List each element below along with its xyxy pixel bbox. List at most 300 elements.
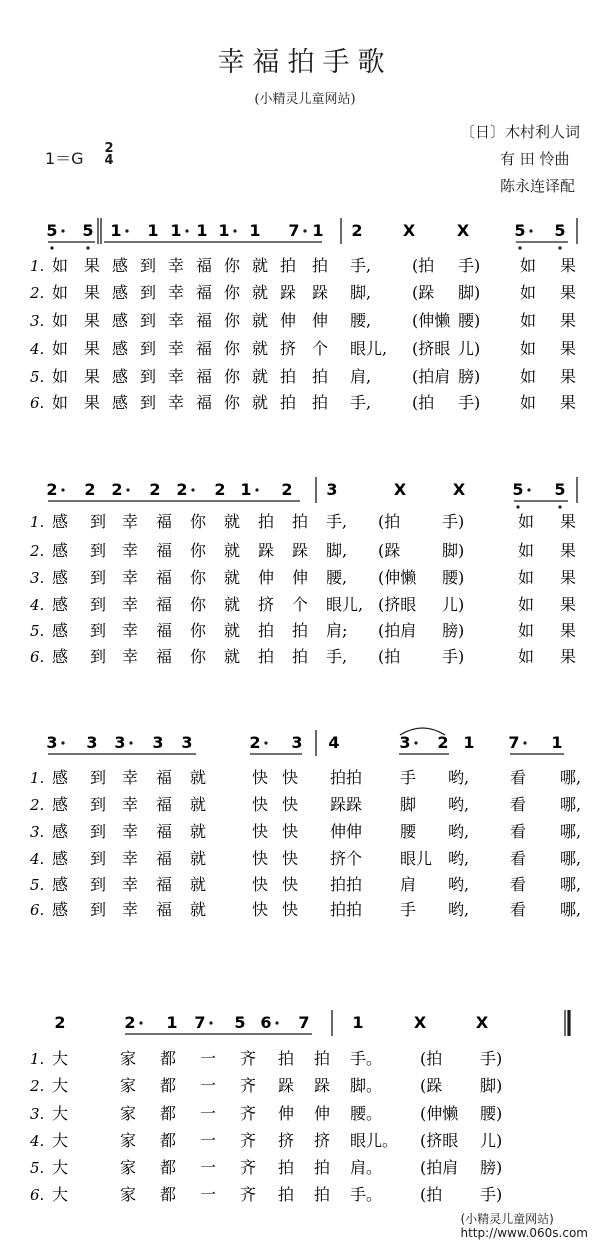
lyric-0-1-10: 跺 bbox=[312, 283, 329, 302]
note-3-3: 7 bbox=[194, 1013, 206, 1032]
lyric-2-2-4: 福 bbox=[156, 822, 173, 841]
lyric-0-5-15: 果 bbox=[560, 393, 577, 412]
note-2-2: 3 bbox=[114, 733, 126, 752]
lyric-2-0-8: 拍拍 bbox=[330, 768, 363, 787]
dot-0-0 bbox=[61, 229, 64, 232]
lyric-0-5-12: (拍 bbox=[412, 393, 435, 412]
lyric-2-1-7: 快 bbox=[282, 795, 299, 814]
lyric-0-4-12: (拍肩 bbox=[412, 367, 451, 386]
lyric-2-2-12: 哪, bbox=[560, 822, 582, 841]
lyric-1-4-2: 到 bbox=[90, 621, 107, 640]
lyric-2-3-12: 哪, bbox=[560, 849, 582, 868]
lyric-2-3-2: 到 bbox=[90, 849, 107, 868]
lyric-2-0-12: 哪, bbox=[560, 768, 582, 787]
lyric-2-0-1: 感 bbox=[52, 768, 69, 787]
lyric-1-1-3: 幸 bbox=[122, 541, 139, 560]
lyric-3-4-7: 拍 bbox=[314, 1158, 331, 1177]
lyric-2-5-1: 感 bbox=[52, 900, 69, 919]
lyric-1-0-3: 幸 bbox=[122, 512, 139, 531]
lyric-2-5-3: 幸 bbox=[122, 900, 139, 919]
lyric-2-3-11: 看 bbox=[510, 849, 527, 868]
lyric-2-5-0: 6. bbox=[30, 901, 45, 919]
lyric-1-4-10: (拍肩 bbox=[378, 621, 417, 640]
lyric-1-3-10: (挤眼 bbox=[378, 595, 417, 614]
note-2-6: 3 bbox=[291, 733, 303, 752]
lyric-1-2-3: 幸 bbox=[122, 568, 139, 587]
key-signature: 1＝G bbox=[45, 149, 84, 168]
lyric-2-2-0: 3. bbox=[30, 823, 45, 841]
octave-dot-0-13 bbox=[518, 246, 521, 249]
lyric-2-2-10: 哟, bbox=[448, 822, 470, 841]
lyric-0-4-0: 5. bbox=[30, 368, 45, 386]
dot-0-8 bbox=[303, 229, 306, 232]
lyric-2-3-7: 快 bbox=[282, 849, 299, 868]
lyric-3-3-3: 都 bbox=[160, 1131, 177, 1150]
lyric-1-4-13: 果 bbox=[560, 621, 577, 640]
lyric-0-5-7: 你 bbox=[224, 393, 241, 412]
lyric-2-3-8: 挤个 bbox=[330, 849, 363, 868]
lyric-3-2-4: 一 bbox=[200, 1104, 217, 1123]
lyric-2-0-0: 1. bbox=[30, 769, 45, 787]
lyric-1-5-10: (拍 bbox=[378, 647, 401, 666]
lyric-0-3-13: 儿) bbox=[458, 339, 481, 358]
note-0-8: 7 bbox=[288, 221, 300, 240]
lyric-1-0-8: 拍 bbox=[292, 512, 309, 531]
lyric-0-3-3: 感 bbox=[112, 339, 129, 358]
lyric-3-0-8: 手。 bbox=[350, 1049, 383, 1068]
lyric-1-1-0: 2. bbox=[30, 542, 45, 560]
lyric-0-2-15: 果 bbox=[560, 311, 577, 330]
lyric-0-2-1: 如 bbox=[52, 311, 69, 330]
note-3-7: 1 bbox=[352, 1013, 364, 1032]
dot-2-2 bbox=[129, 741, 132, 744]
lyric-2-0-10: 哟, bbox=[448, 768, 470, 787]
watermark bbox=[460, 1212, 588, 1240]
lyric-2-1-10: 哟, bbox=[448, 795, 470, 814]
lyric-2-1-11: 看 bbox=[510, 795, 527, 814]
note-0-5: 1 bbox=[196, 221, 208, 240]
lyric-0-1-8: 就 bbox=[252, 283, 269, 302]
lyric-2-4-8: 拍拍 bbox=[330, 875, 363, 894]
lyric-3-2-7: 伸 bbox=[314, 1104, 331, 1123]
lyric-0-2-6: 福 bbox=[196, 311, 213, 330]
lyric-3-4-9: (拍肩 bbox=[420, 1158, 459, 1177]
lyric-0-4-7: 你 bbox=[224, 367, 241, 386]
lyric-1-2-12: 如 bbox=[518, 568, 535, 587]
arranger-credit: 陈永连译配 bbox=[500, 177, 576, 195]
lyric-1-1-1: 感 bbox=[52, 541, 69, 560]
note-2-12: 1 bbox=[551, 733, 563, 752]
lyric-2-3-5: 就 bbox=[190, 849, 207, 868]
lyric-2-4-4: 福 bbox=[156, 875, 173, 894]
lyric-0-0-12: (拍 bbox=[412, 256, 435, 275]
lyric-0-4-2: 果 bbox=[84, 367, 101, 386]
lyric-3-1-8: 脚。 bbox=[350, 1076, 383, 1095]
lyric-3-3-2: 家 bbox=[120, 1131, 137, 1150]
lyric-0-1-4: 到 bbox=[140, 283, 157, 302]
lyric-3-2-3: 都 bbox=[160, 1104, 177, 1123]
lyric-2-4-11: 看 bbox=[510, 875, 527, 894]
lyric-2-3-3: 幸 bbox=[122, 849, 139, 868]
lyric-2-2-1: 感 bbox=[52, 822, 69, 841]
lyric-2-4-12: 哪, bbox=[560, 875, 582, 894]
note-0-12: X bbox=[456, 221, 470, 240]
lyric-2-2-9: 腰 bbox=[400, 822, 417, 841]
lyric-1-5-1: 感 bbox=[52, 647, 69, 666]
lyric-1-1-6: 就 bbox=[224, 541, 241, 560]
lyric-1-2-9: 腰, bbox=[326, 568, 348, 587]
lyric-3-0-6: 拍 bbox=[278, 1049, 295, 1068]
note-0-9: 1 bbox=[312, 221, 324, 240]
lyric-1-2-10: (伸懒 bbox=[378, 568, 417, 587]
lyric-2-4-3: 幸 bbox=[122, 875, 139, 894]
lyric-1-5-4: 福 bbox=[156, 647, 173, 666]
lyric-1-5-8: 拍 bbox=[292, 647, 309, 666]
note-0-2: 1 bbox=[110, 221, 122, 240]
lyric-3-2-8: 腰。 bbox=[350, 1104, 383, 1123]
lyric-1-4-12: 如 bbox=[518, 621, 535, 640]
lyric-3-2-0: 3. bbox=[30, 1105, 45, 1123]
lyric-2-3-10: 哟, bbox=[448, 849, 470, 868]
lyric-2-0-2: 到 bbox=[90, 768, 107, 787]
lyric-0-3-12: (挤眼 bbox=[412, 339, 451, 358]
lyric-2-5-9: 手 bbox=[400, 900, 417, 919]
lyric-2-4-9: 肩 bbox=[400, 875, 417, 894]
lyric-1-2-7: 伸 bbox=[258, 568, 275, 587]
lyric-0-5-2: 果 bbox=[84, 393, 101, 412]
lyric-0-0-13: 手) bbox=[458, 256, 481, 275]
source-note: (小精灵儿童网站) bbox=[254, 92, 356, 107]
lyric-0-1-15: 果 bbox=[560, 283, 577, 302]
lyric-2-3-6: 快 bbox=[252, 849, 269, 868]
lyric-2-2-2: 到 bbox=[90, 822, 107, 841]
lyric-0-2-0: 3. bbox=[30, 312, 45, 330]
lyric-0-0-11: 手, bbox=[350, 256, 372, 275]
note-3-1: 2 bbox=[124, 1013, 136, 1032]
note-1-3: 2 bbox=[149, 480, 161, 499]
dot-1-2 bbox=[126, 488, 129, 491]
lyric-3-5-1: 大 bbox=[52, 1185, 69, 1204]
lyric-1-5-5: 你 bbox=[190, 647, 207, 666]
lyric-1-3-9: 眼儿, bbox=[326, 595, 364, 614]
lyric-1-1-5: 你 bbox=[190, 541, 207, 560]
lyric-0-4-4: 到 bbox=[140, 367, 157, 386]
lyric-0-3-14: 如 bbox=[520, 339, 537, 358]
lyric-3-0-5: 齐 bbox=[240, 1049, 257, 1068]
lyric-1-3-3: 幸 bbox=[122, 595, 139, 614]
note-3-8: X bbox=[413, 1013, 427, 1032]
lyric-1-4-7: 拍 bbox=[258, 621, 275, 640]
lyric-3-0-3: 都 bbox=[160, 1049, 177, 1068]
lyric-1-4-5: 你 bbox=[190, 621, 207, 640]
lyric-2-1-2: 到 bbox=[90, 795, 107, 814]
note-1-2: 2 bbox=[111, 480, 123, 499]
note-2-4: 3 bbox=[181, 733, 193, 752]
lyric-3-3-9: (挤眼 bbox=[420, 1131, 459, 1150]
lyric-1-1-9: 脚, bbox=[326, 541, 348, 560]
lyric-3-5-7: 拍 bbox=[314, 1185, 331, 1204]
lyric-3-2-10: 腰) bbox=[480, 1104, 503, 1123]
lyric-1-0-10: (拍 bbox=[378, 512, 401, 531]
lyric-3-2-5: 齐 bbox=[240, 1104, 257, 1123]
lyric-0-4-13: 膀) bbox=[458, 367, 481, 386]
lyric-0-1-7: 你 bbox=[224, 283, 241, 302]
lyric-3-2-9: (伸懒 bbox=[420, 1104, 459, 1123]
octave-dot-0-1 bbox=[86, 246, 89, 249]
note-3-4: 5 bbox=[234, 1013, 246, 1032]
note-3-6: 7 bbox=[298, 1013, 310, 1032]
lyric-1-5-6: 就 bbox=[224, 647, 241, 666]
lyric-2-0-11: 看 bbox=[510, 768, 527, 787]
lyric-2-4-5: 就 bbox=[190, 875, 207, 894]
lyric-1-0-13: 果 bbox=[560, 512, 577, 531]
lyric-2-5-2: 到 bbox=[90, 900, 107, 919]
watermark-url: http://www.060s.com bbox=[460, 1226, 588, 1240]
song-title: 幸福拍手歌 bbox=[217, 47, 393, 78]
lyric-3-3-4: 一 bbox=[200, 1131, 217, 1150]
lyric-1-0-9: 手, bbox=[326, 512, 348, 531]
lyric-0-4-3: 感 bbox=[112, 367, 129, 386]
lyric-3-0-10: 手) bbox=[480, 1049, 503, 1068]
lyric-3-4-4: 一 bbox=[200, 1158, 217, 1177]
lyric-1-0-4: 福 bbox=[156, 512, 173, 531]
lyric-1-1-4: 福 bbox=[156, 541, 173, 560]
lyric-2-1-5: 就 bbox=[190, 795, 207, 814]
note-1-4: 2 bbox=[176, 480, 188, 499]
lyric-0-5-0: 6. bbox=[30, 394, 45, 412]
lyric-0-5-14: 如 bbox=[520, 393, 537, 412]
lyric-2-4-6: 快 bbox=[252, 875, 269, 894]
dot-1-11 bbox=[527, 488, 530, 491]
lyric-1-5-0: 6. bbox=[30, 648, 45, 666]
lyric-1-3-13: 果 bbox=[560, 595, 577, 614]
lyric-2-4-10: 哟, bbox=[448, 875, 470, 894]
lyric-0-1-13: 脚) bbox=[458, 283, 481, 302]
lyric-3-5-10: 手) bbox=[480, 1185, 503, 1204]
lyric-0-1-14: 如 bbox=[520, 283, 537, 302]
lyric-0-2-9: 伸 bbox=[280, 311, 297, 330]
note-3-2: 1 bbox=[166, 1013, 178, 1032]
lyric-1-4-1: 感 bbox=[52, 621, 69, 640]
lyric-3-4-6: 拍 bbox=[278, 1158, 295, 1177]
dot-0-13 bbox=[529, 229, 532, 232]
lyric-1-0-1: 感 bbox=[52, 512, 69, 531]
lyric-2-1-8: 跺跺 bbox=[330, 795, 363, 814]
lyric-1-4-4: 福 bbox=[156, 621, 173, 640]
note-1-0: 2 bbox=[46, 480, 58, 499]
note-0-10: 2 bbox=[351, 221, 363, 240]
lyric-1-3-6: 就 bbox=[224, 595, 241, 614]
lyric-3-2-1: 大 bbox=[52, 1104, 69, 1123]
lyric-3-0-7: 拍 bbox=[314, 1049, 331, 1068]
lyric-2-5-4: 福 bbox=[156, 900, 173, 919]
lyric-1-0-7: 拍 bbox=[258, 512, 275, 531]
lyric-1-0-2: 到 bbox=[90, 512, 107, 531]
lyric-0-5-11: 手, bbox=[350, 393, 372, 412]
lyric-1-2-2: 到 bbox=[90, 568, 107, 587]
lyric-3-5-6: 拍 bbox=[278, 1185, 295, 1204]
lyric-1-1-10: (跺 bbox=[378, 541, 401, 560]
note-0-13: 5 bbox=[514, 221, 526, 240]
lyric-1-2-6: 就 bbox=[224, 568, 241, 587]
lyric-2-1-3: 幸 bbox=[122, 795, 139, 814]
lyric-0-3-0: 4. bbox=[30, 340, 45, 358]
lyric-0-4-14: 如 bbox=[520, 367, 537, 386]
lyric-1-2-1: 感 bbox=[52, 568, 69, 587]
lyric-0-1-0: 2. bbox=[30, 284, 45, 302]
lyric-1-4-11: 膀) bbox=[442, 621, 465, 640]
note-1-12: 5 bbox=[554, 480, 566, 499]
lyric-1-1-8: 跺 bbox=[292, 541, 309, 560]
lyric-3-3-6: 挤 bbox=[278, 1131, 295, 1150]
lyricist-credit: 〔日〕木村利人词 bbox=[460, 123, 581, 141]
note-1-1: 2 bbox=[84, 480, 96, 499]
note-1-11: 5 bbox=[512, 480, 524, 499]
note-2-8: 3 bbox=[399, 733, 411, 752]
lyric-1-3-4: 福 bbox=[156, 595, 173, 614]
lyric-3-3-10: 儿) bbox=[480, 1131, 503, 1150]
note-3-9: X bbox=[475, 1013, 489, 1032]
lyric-0-5-5: 幸 bbox=[168, 393, 185, 412]
lyric-0-1-12: (跺 bbox=[412, 283, 435, 302]
lyric-0-3-6: 福 bbox=[196, 339, 213, 358]
dot-0-4 bbox=[185, 229, 188, 232]
lyric-0-3-1: 如 bbox=[52, 339, 69, 358]
lyric-1-4-0: 5. bbox=[30, 622, 45, 640]
lyric-1-4-3: 幸 bbox=[122, 621, 139, 640]
lyric-3-1-0: 2. bbox=[30, 1077, 45, 1095]
lyric-1-5-7: 拍 bbox=[258, 647, 275, 666]
octave-dot-0-0 bbox=[50, 246, 53, 249]
dot-0-6 bbox=[233, 229, 236, 232]
dot-2-0 bbox=[61, 741, 64, 744]
lyric-0-1-3: 感 bbox=[112, 283, 129, 302]
dot-1-4 bbox=[191, 488, 194, 491]
lyric-3-3-7: 挤 bbox=[314, 1131, 331, 1150]
time-denominator: 4 bbox=[104, 153, 114, 168]
lyric-1-2-5: 你 bbox=[190, 568, 207, 587]
lyric-2-4-7: 快 bbox=[282, 875, 299, 894]
lyric-1-4-9: 肩; bbox=[326, 621, 348, 640]
lyric-3-4-5: 齐 bbox=[240, 1158, 257, 1177]
lyric-1-0-6: 就 bbox=[224, 512, 241, 531]
lyric-1-1-7: 跺 bbox=[258, 541, 275, 560]
lyric-0-2-13: 腰) bbox=[458, 311, 481, 330]
lyric-0-1-11: 脚, bbox=[350, 283, 372, 302]
lyric-2-1-12: 哪, bbox=[560, 795, 582, 814]
lyric-3-3-5: 齐 bbox=[240, 1131, 257, 1150]
lyric-0-2-5: 幸 bbox=[168, 311, 185, 330]
lyric-0-2-7: 你 bbox=[224, 311, 241, 330]
lyric-0-2-10: 伸 bbox=[312, 311, 329, 330]
lyric-0-5-3: 感 bbox=[112, 393, 129, 412]
lyric-2-0-6: 快 bbox=[252, 768, 269, 787]
lyric-1-5-11: 手) bbox=[442, 647, 465, 666]
lyric-0-0-0: 1. bbox=[30, 257, 45, 275]
note-2-9: 2 bbox=[437, 733, 449, 752]
lyric-3-5-2: 家 bbox=[120, 1185, 137, 1204]
lyric-2-3-4: 福 bbox=[156, 849, 173, 868]
lyric-0-0-9: 拍 bbox=[280, 256, 297, 275]
lyric-2-3-0: 4. bbox=[30, 850, 45, 868]
lyric-1-3-12: 如 bbox=[518, 595, 535, 614]
lyric-3-4-10: 膀) bbox=[480, 1158, 503, 1177]
lyric-1-3-5: 你 bbox=[190, 595, 207, 614]
lyric-0-1-9: 跺 bbox=[280, 283, 297, 302]
time-numerator: 2 bbox=[104, 141, 114, 156]
lyric-0-4-11: 肩, bbox=[350, 367, 372, 386]
watermark-site: (小精灵儿童网站) bbox=[460, 1212, 554, 1226]
dot-2-8 bbox=[414, 741, 417, 744]
lyric-2-0-4: 福 bbox=[156, 768, 173, 787]
lyric-0-4-15: 果 bbox=[560, 367, 577, 386]
lyric-2-2-11: 看 bbox=[510, 822, 527, 841]
note-0-1: 5 bbox=[82, 221, 94, 240]
lyric-0-0-1: 如 bbox=[52, 256, 69, 275]
lyric-0-1-6: 福 bbox=[196, 283, 213, 302]
lyric-0-5-13: 手) bbox=[458, 393, 481, 412]
lyric-1-5-12: 如 bbox=[518, 647, 535, 666]
lyric-1-2-13: 果 bbox=[560, 568, 577, 587]
lyric-0-2-11: 腰, bbox=[350, 311, 372, 330]
lyric-2-0-9: 手 bbox=[400, 768, 417, 787]
lyric-1-3-0: 4. bbox=[30, 596, 45, 614]
lyric-1-1-12: 如 bbox=[518, 541, 535, 560]
lyric-3-2-6: 伸 bbox=[278, 1104, 295, 1123]
lyric-3-0-0: 1. bbox=[30, 1050, 45, 1068]
lyric-3-1-6: 跺 bbox=[278, 1076, 295, 1095]
lyric-2-2-5: 就 bbox=[190, 822, 207, 841]
lyric-0-0-7: 你 bbox=[224, 256, 241, 275]
dot-2-5 bbox=[264, 741, 267, 744]
lyric-2-5-7: 快 bbox=[282, 900, 299, 919]
lyric-3-5-8: 手。 bbox=[350, 1185, 383, 1204]
lyric-3-0-4: 一 bbox=[200, 1049, 217, 1068]
lyric-2-4-1: 感 bbox=[52, 875, 69, 894]
lyric-1-0-11: 手) bbox=[442, 512, 465, 531]
lyric-1-3-8: 个 bbox=[292, 595, 309, 614]
dot-2-11 bbox=[523, 741, 526, 744]
note-2-11: 7 bbox=[508, 733, 520, 752]
lyric-3-1-2: 家 bbox=[120, 1076, 137, 1095]
lyric-0-5-10: 拍 bbox=[312, 393, 329, 412]
lyric-0-3-2: 果 bbox=[84, 339, 101, 358]
lyric-3-5-5: 齐 bbox=[240, 1185, 257, 1204]
lyric-0-5-1: 如 bbox=[52, 393, 69, 412]
lyric-1-2-0: 3. bbox=[30, 569, 45, 587]
lyric-1-0-12: 如 bbox=[518, 512, 535, 531]
lyric-0-2-12: (伸懒 bbox=[412, 311, 451, 330]
lyric-2-1-0: 2. bbox=[30, 796, 45, 814]
lyric-2-4-2: 到 bbox=[90, 875, 107, 894]
lyric-3-1-4: 一 bbox=[200, 1076, 217, 1095]
lyric-2-5-5: 就 bbox=[190, 900, 207, 919]
lyric-3-3-8: 眼儿。 bbox=[350, 1131, 399, 1150]
lyric-0-2-3: 感 bbox=[112, 311, 129, 330]
composer-credit: 有 田 怜曲 bbox=[500, 150, 570, 168]
lyric-0-2-2: 果 bbox=[84, 311, 101, 330]
dot-1-0 bbox=[61, 488, 64, 491]
lyric-1-3-7: 挤 bbox=[258, 595, 275, 614]
lyric-0-2-4: 到 bbox=[140, 311, 157, 330]
octave-dot-1-11 bbox=[516, 505, 519, 508]
note-1-10: X bbox=[452, 480, 466, 499]
note-0-6: 1 bbox=[218, 221, 230, 240]
lyric-0-4-1: 如 bbox=[52, 367, 69, 386]
note-2-1: 3 bbox=[86, 733, 98, 752]
lyric-1-2-11: 腰) bbox=[442, 568, 465, 587]
lyric-0-3-11: 眼儿, bbox=[350, 339, 388, 358]
